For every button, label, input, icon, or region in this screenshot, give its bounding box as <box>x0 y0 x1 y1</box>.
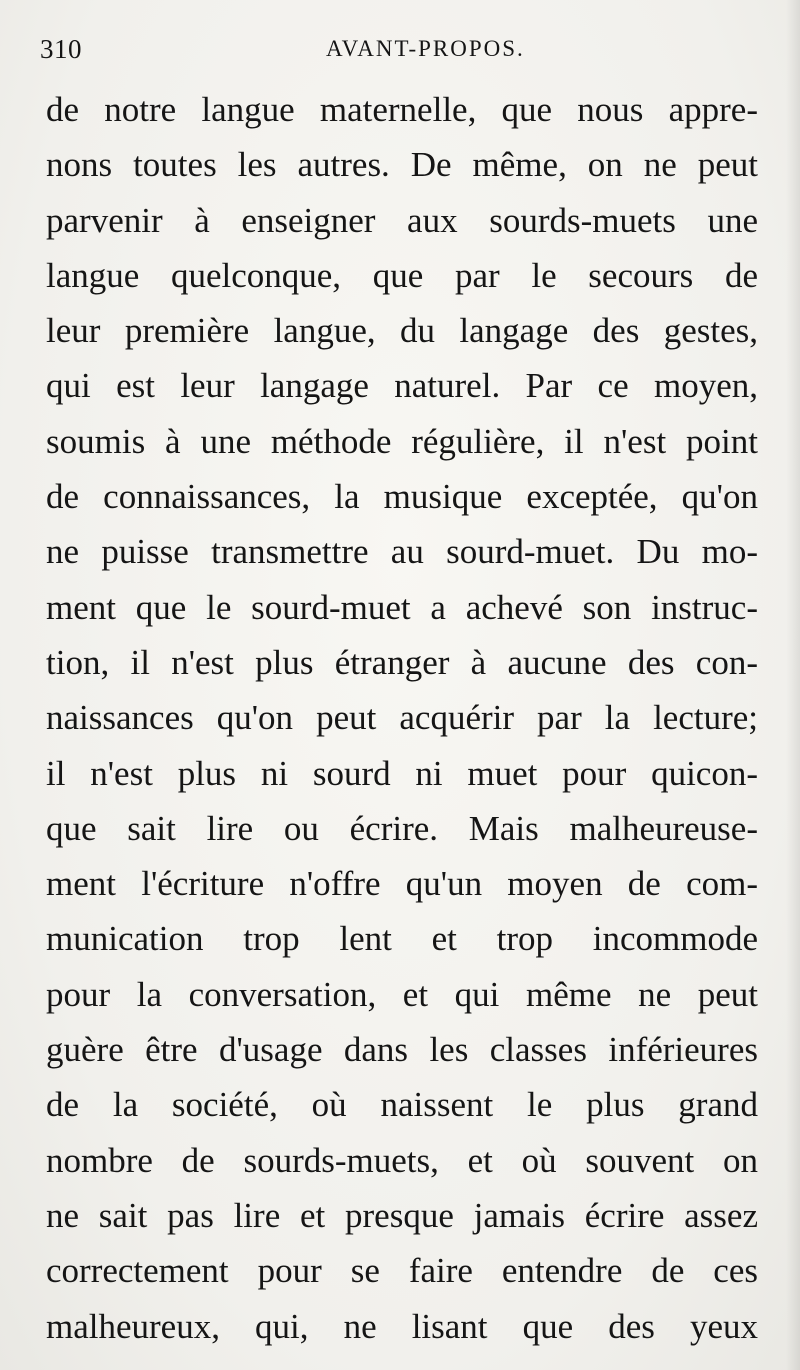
text-line: pour la conversation, et qui même ne peut <box>46 974 758 1014</box>
running-head <box>40 34 760 74</box>
text-line: que sait lire ou écrire. Mais malheureuse- <box>46 808 758 848</box>
text-line: de notre langue maternelle, que nous appre- <box>46 90 758 129</box>
text-line: tion, il n'est plus étranger à aucune des con- <box>46 642 758 682</box>
text-line: soumis à une méthode régulière, il n'est point <box>46 421 758 461</box>
text-line: il n'est plus ni sourd ni muet pour quicon- <box>46 753 758 793</box>
text-line: qui est leur langage naturel. Par ce moyen, <box>46 366 758 406</box>
running-title: AVANT-PROPOS. <box>326 36 525 61</box>
text-line: leur première langue, du langage des gestes, <box>46 311 758 351</box>
text-line: ne puisse transmettre au sourd-muet. Du mo- <box>46 532 758 572</box>
text-line: guère être d'usage dans les classes inférieures <box>46 1030 758 1070</box>
page-number: 310 <box>40 34 82 64</box>
text-line: ne sait pas lire et presque jamais écrire assez <box>46 1195 758 1235</box>
body-text <box>46 82 758 1354</box>
text-line: ment l'écriture n'offre qu'un moyen de com- <box>46 864 758 904</box>
text-line: munication trop lent et trop incommode <box>46 919 758 959</box>
text-line: langue quelconque, que par le secours de <box>46 255 758 295</box>
text-line: correctement pour se faire entendre de ces <box>46 1251 758 1291</box>
text-line: de la société, où naissent le plus grand <box>46 1085 758 1125</box>
text-line: parvenir à enseigner aux sourds-muets une <box>46 200 758 240</box>
page-edge-shadow <box>786 0 800 1370</box>
text-line: nombre de sourds-muets, et où souvent on <box>46 1140 758 1180</box>
text-line: naissances qu'on peut acquérir par la lecture; <box>46 698 758 738</box>
text-line: nons toutes les autres. De même, on ne peut <box>46 145 758 185</box>
text-line: ment que le sourd-muet a achevé son instruc- <box>46 587 758 627</box>
text-line: de connaissances, la musique exceptée, qu'on <box>46 477 758 517</box>
text-line: malheureux, qui, ne lisant que des yeux <box>46 1306 758 1346</box>
